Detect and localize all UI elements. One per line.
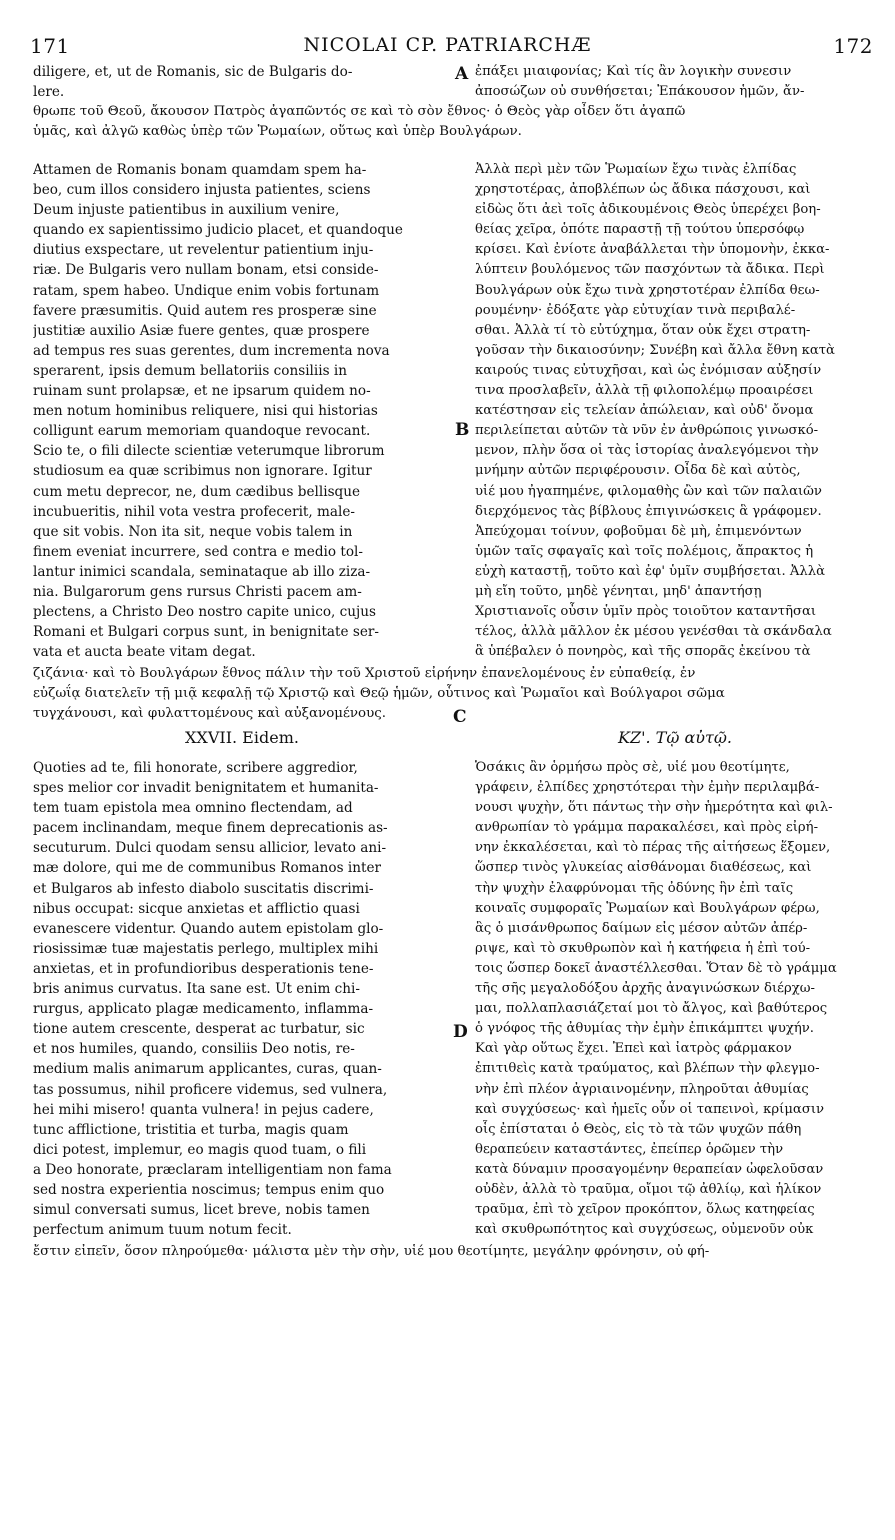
text-line: σθαι. Ἀλλὰ τί τὸ εὐτύχημα, ὅταν οὐκ ἔχει στρατη-	[475, 322, 811, 338]
text-line: νην ἐκκαλέσεται, καὶ τὸ πέρας τῆς αἰτήσεως ἕξομεν,	[475, 840, 831, 856]
text-line: finem eveniat incurrere, sed contra e medio tol-	[33, 543, 363, 560]
text-line: ὥσπερ τινὸς γλυκείας αἰσθάνομαι διαθέσεως, καὶ	[475, 860, 812, 876]
text-line: τῆς σῆς μεγαλοδόξου ἀρχῆς ἀναγινώσκων διέρχω-	[475, 981, 815, 997]
text-line: περιλείπεται αὐτῶν τὰ νῦν ἐν ἀνθρώποις γινωσκό-	[475, 423, 819, 439]
text-line: τινα προσλαβεῖν, ἀλλὰ τῇ φιλοπολέμῳ προαιρέσει	[475, 383, 814, 399]
text-line: θείας χεῖρα, ὁπότε παραστῇ τῇ τούτου ὑπερσόφῳ	[475, 222, 805, 238]
text-line: simul conversati sumus, licet breve, nobis tamen	[33, 1202, 370, 1219]
text-line: ἐπάξει μιαιφονίας; Καὶ τίς ἂν λογικὴν συνεσιν	[475, 64, 792, 79]
text-line: μαι, πολλαπλασιάζεταί μοι τὸ ἄλγος, καὶ βαθύτερος	[475, 1001, 828, 1017]
text-line: ratam, spem habeo. Undique enim vobis fortunam	[33, 282, 380, 299]
text-line: οὐδὲν, ἀλλὰ τὸ τραῦμα, οἴμοι τῷ ἀθλίῳ, καὶ ἡλίκον	[475, 1181, 822, 1197]
text-line: et Bulgaros ab infesto diabolo suscitatis discrimi-	[33, 880, 374, 897]
text-line: εὐζωΐᾳ διατελεῖν τῇ μιᾷ κεφαλῇ τῷ Χριστῷ καὶ Θεῷ ἡμῶν, οὗτινος καὶ Ῥωμαῖοι καὶ Βούλγαροι σῶμα	[33, 686, 725, 702]
text-line: μενον, πλὴν ὅσα οἱ τὰς ἱστορίας ἀναλεγόμενοι τὴν	[475, 443, 819, 459]
text-line: que sit vobis. Non ita sit, neque vobis talem in	[33, 523, 353, 540]
text-line: τυγχάνουσι, καὶ φυλαττομένους καὶ αὐξανομένους.	[33, 706, 386, 722]
text-line: ἐπιτιθεὶς κατὰ τραύματος, καὶ βλέπων τὴν φλεγμο-	[475, 1061, 820, 1077]
text-line: riosissimæ tuæ majestatis perlego, multiplex mihi	[33, 940, 379, 957]
text-line: perfectum animum tuum notum fecit.	[33, 1222, 292, 1239]
text-line: favere præsumitis. Quid autem res prosperæ sine	[33, 302, 377, 319]
text-line: quando ex sapientissimo judicio placet, et quandoque	[33, 222, 403, 239]
text-line: dici potest, implemur, eo magis quod tuam, o fili	[33, 1141, 367, 1158]
greek-full-width-top	[33, 102, 881, 142]
text-line: Βουλγάρων οὐκ ἔχω τινὰ χρηστοτέραν ἐλπίδα θεω-	[475, 282, 820, 298]
text-line: sperarent, ipsis demum bellatoriis consiliis in	[33, 362, 348, 379]
text-line: μνήμην αὐτῶν περιφέρουσιν. Οἶδα δὲ καὶ αὐτὸς,	[475, 463, 801, 479]
text-line: γράφειν, ἐλπίδες χρηστότεραι τὴν ἐμὴν περιλαμβά-	[475, 780, 820, 796]
text-line: ἀποσώζων οὐ συνθήσεται; Ἐπάκουσον ἡμῶν, ἄν-	[475, 84, 805, 100]
margin-letter-c: C	[453, 707, 467, 727]
text-line: bris animus curvatus. Ita sane est. Ut enim chi-	[33, 981, 360, 998]
text-line: Deum injuste patientibus in auxilium venire,	[33, 202, 340, 219]
latin-column-2	[33, 758, 451, 1240]
text-line: secuturum. Dulci quodam sensu allicior, levato ani-	[33, 840, 387, 857]
text-line: rurgus, applicato plagæ medicamento, inflamma-	[33, 1001, 374, 1018]
text-line: ρουμένην· ἐδόξατε γὰρ εὐτυχίαν τινὰ περιβαλέ-	[475, 302, 796, 318]
page-number-left: 171	[30, 34, 70, 58]
text-line: studiosum ea quæ scribimus non ignorare. Igitur	[33, 463, 372, 480]
text-line: ὑμᾶς, καὶ ἀλγῶ καθὼς ὑπὲρ τῶν Ῥωμαίων, οὕτως καὶ ὑπὲρ Βουλγάρων.	[33, 124, 522, 140]
text-line: tem tuam epistola mea omnino flectendam, ad	[33, 800, 353, 817]
text-line: nia. Bulgarorum gens rursus Christi pacem am-	[33, 583, 362, 600]
text-line: medium malis animarum applicantes, curas, quan-	[33, 1061, 382, 1078]
text-line: mæ dolore, qui me de communibus Romanos inter	[33, 860, 381, 877]
text-line: κοιναῖς συμφοραῖς Ῥωμαίων καὶ Βουλγάρων φέρω,	[475, 900, 820, 916]
text-line: χρηστοτέρας, ἀποβλέπων ὡς ἄδικα πάσχουσι, καὶ	[475, 182, 811, 198]
text-line: ὁ γνόφος τῆς ἀθυμίας τὴν ἐμὴν ἐπικάμπτει ψυχήν.	[475, 1021, 814, 1037]
text-line: cum metu deprecor, ne, dum cædibus bellisque	[33, 483, 361, 500]
section-title-latin: XXVII. Eidem.	[185, 728, 299, 747]
text-line: ad tempus res suas gerentes, dum incrementa nova	[33, 342, 390, 359]
text-line: Ἀπεύχομαι τοίνυν, φοβοῦμαι δὲ μὴ, ἐπιμενόντων	[475, 523, 802, 539]
text-line: κατὰ δύναμιν προσαγομένην θεραπείαν ὠφελοῦσαν	[475, 1161, 824, 1177]
greek-top-lines	[475, 62, 875, 102]
text-line: καὶ συγχύσεως· καὶ ἡμεῖς οὖν οἱ ταπεινοὶ, κρίμασιν	[475, 1101, 825, 1117]
text-line: lere.	[33, 84, 65, 101]
text-line: pacem inclinandam, meque finem deprecationis as-	[33, 820, 388, 837]
text-line: Quoties ad te, fili honorate, scribere aggredior,	[33, 760, 358, 776]
text-line: colligunt earum memoriam quandoque revocant.	[33, 423, 371, 440]
text-line: τραῦμα, ἐπὶ τὸ χεῖρον προκόπτον, ὅλως κατηφείας	[475, 1202, 815, 1218]
text-line: Romani et Bulgari corpus sunt, in benignitate ser-	[33, 624, 379, 641]
running-title: NICOLAI CP. PATRIARCHÆ	[303, 34, 592, 56]
text-line: plectens, a Christo Deo nostro capite unico, cujus	[33, 604, 376, 621]
text-line: lantur inimici scandala, seminataque ab illo ziza-	[33, 563, 371, 580]
text-line: sed nostra experientia noscimus; tempus enim quo	[33, 1181, 385, 1198]
text-line: ἔστιν εἰπεῖν, ὅσον πληρούμεθα· μάλιστα μὲν τὴν σὴν, υἱέ μου θεοτίμητε, μεγάλην φρόνησιν, οὐ φή-	[33, 1244, 710, 1259]
text-line: Attamen de Romanis bonam quamdam spem ha-	[33, 162, 367, 178]
text-line: οἷς ἐπίσταται ὁ Θεὸς, εἰς τὸ τὰ τῶν ψυχῶν πάθη	[475, 1121, 802, 1137]
text-line: nibus occupat: sicque anxietas et afflictio quasi	[33, 900, 360, 917]
text-line: diutius exspectare, ut revelentur patientium inju-	[33, 242, 374, 259]
text-line: spes melior cor invadit benignitatem et humanita-	[33, 780, 379, 797]
text-line: ὑμῶν ταῖς σφαγαῖς καὶ τοῖς πολέμοις, ἄπρακτος ἡ	[475, 543, 814, 559]
margin-letter-d: D	[453, 1022, 468, 1042]
text-line: εἰδὼς ὅτι ἀεὶ τοῖς ἀδικουμένοις Θεὸς ὑπερέχει βοη-	[475, 202, 821, 218]
text-line: τέλος, ἀλλὰ μᾶλλον ἐκ μέσου γενέσθαι τὰ σκάνδαλα	[475, 624, 832, 640]
text-line: beo, cum illos considero injusta patientes, sciens	[33, 182, 371, 199]
text-line: Scio te, o fili dilecte scientiæ veterumque librorum	[33, 443, 385, 460]
text-line: ἃ ὑπέβαλεν ὁ πονηρὸς, καὶ τῆς σπορᾶς ἐκείνου τὰ	[475, 644, 811, 660]
greek-column-1	[475, 160, 875, 662]
text-line: anxietas, et in profundioribus desperationis tene-	[33, 960, 374, 977]
text-line: Ὁσάκις ἂν ὁρμήσω πρὸς σὲ, υἱέ μου θεοτίμητε,	[475, 760, 790, 775]
latin-column-1	[33, 160, 451, 662]
text-line: ἃς ὁ μισάνθρωπος δαίμων εἰς μέσον αὐτῶν ἀπέρ-	[475, 920, 808, 936]
text-line: καὶ σκυθρωπότητος καὶ συγχύσεως, οὐμενοῦν οὐκ	[475, 1222, 814, 1238]
text-line: a Deo honorate, præclaram intelligentiam non fama	[33, 1161, 392, 1178]
text-line: evanescere videntur. Quando autem epistolam glo-	[33, 920, 384, 937]
text-line: εὐχὴ καταστῇ, τοῦτο καὶ ἐφ' ὑμῖν συμβήσεται. Ἀλλὰ	[475, 563, 825, 579]
text-line: Χριστιανοῖς οὖσιν ὑμῖν πρὸς τοιοῦτον καταντῆσαι	[475, 604, 817, 620]
text-line: τὴν ψυχὴν ἐλαφρύνομαι τῆς ὀδύνης ἣν ἐπὶ ταῖς	[475, 880, 794, 896]
text-line: tunc afflictione, tristitia et turba, magis quam	[33, 1121, 349, 1138]
text-line: tas possumus, nihil proficere videmus, sed vulnera,	[33, 1081, 388, 1098]
text-line: riæ. De Bulgaris vero nullam bonam, etsi conside-	[33, 262, 379, 279]
text-line: hei mihi misero! quanta vulnera! in pejus cadere,	[33, 1101, 374, 1118]
text-line: θεραπεύειν καταστάντες, ἐπείπερ ὁρῶμεν τὴν	[475, 1141, 784, 1157]
text-line: ανθρωπίαν τὸ γράμμα παρακαλέσει, καὶ πρὸς εἰρή-	[475, 820, 819, 836]
text-line: καιρούς τινας εὐτυχῆσαι, καὶ ὡς ἐνόμισαν αὐξησίν	[475, 362, 822, 378]
text-line: ζιζάνια· καὶ τὸ Βουλγάρων ἔθνος πάλιν τὴν τοῦ Χριστοῦ εἰρήνην ἐπανελομένους ἐν εὐπαθείᾳ, ἐν	[33, 666, 696, 681]
text-line: ριψε, καὶ τὸ σκυθρωπὸν καὶ ἡ κατήφεια ἡ ἐπὶ τού-	[475, 940, 811, 956]
text-line: Καὶ γὰρ οὕτως ἔχει. Ἐπεὶ καὶ ἰατρὸς φάρμακον	[475, 1041, 792, 1057]
greek-column-2	[475, 758, 875, 1240]
margin-letter-b: B	[455, 420, 470, 440]
text-line: ruinam sunt prolapsæ, et ne ipsarum quidem no-	[33, 383, 371, 400]
text-line: diligere, et, ut de Romanis, sic de Bulgaris do-	[33, 64, 353, 80]
text-line: νουσι ψυχὴν, ὅτι πάντως τὴν σὴν ἡμερότητα καὶ φιλ-	[475, 800, 833, 816]
text-line: et nos humiles, quando, consiliis Deo notis, re-	[33, 1041, 355, 1058]
latin-top-lines	[33, 62, 451, 102]
text-line: vata et aucta beate vitam degat.	[33, 644, 256, 661]
text-line: men notum hominibus reliquere, nisi qui historias	[33, 403, 378, 420]
text-line: Ἀλλὰ περὶ μὲν τῶν Ῥωμαίων ἔχω τινὰς ἐλπίδας	[475, 162, 797, 177]
text-line: γοῦσαν τὴν δικαιοσύνην; Συνέβη καὶ ἄλλα ἔθνη κατὰ	[475, 342, 835, 358]
text-line: κατέστησαν εἰς τελείαν ἀπώλειαν, καὶ οὐδ' ὄνομα	[475, 403, 814, 419]
text-line: μὴ εἴη τοῦτο, μηδὲ γένηται, μηδ' ἀπαντήσῃ	[475, 583, 762, 599]
margin-letter-a: A	[455, 64, 469, 84]
text-line: λύπτειν βουλόμενος τῶν πασχόντων τὰ ἄδικα. Περὶ	[475, 262, 825, 278]
text-line: διερχόμενος τὰς βίβλους ἐπιγινώσκεις ἃ γράφομεν.	[475, 503, 822, 519]
text-line: tione autem crescente, desperat ac turbatur, sic	[33, 1021, 365, 1038]
page-number-right: 172	[833, 34, 873, 58]
text-line: incubueritis, nihil vota vestra profecerit, male-	[33, 503, 356, 520]
greek-full-width-bottom	[33, 1242, 881, 1262]
text-line: υἱέ μου ἠγαπημένε, φιλομαθὴς ὢν καὶ τῶν παλαιῶν	[475, 483, 822, 499]
text-line: justitiæ auxilio Asiæ fuere gentes, quæ prospere	[33, 322, 370, 339]
text-line: νὴν ἐπὶ πλέον ἀγριαινομένην, πληροῦται ἀθυμίας	[475, 1081, 809, 1097]
text-line: τοις ὥσπερ δοκεῖ ἀναστέλλεσθαι. Ὅταν δὲ τὸ γράμμα	[475, 960, 837, 976]
text-line: κρίσει. Καὶ ἐνίοτε ἀναβάλλεται τὴν ὑπομονὴν, ἐκκα-	[475, 242, 830, 258]
section-title-greek: ΚΖ'. Τῷ αὐτῷ.	[618, 728, 732, 747]
text-line: θρωπε τοῦ Θεοῦ, ἄκουσον Πατρὸς ἀγαπῶντός σε καὶ τὸ σὸν ἔθνος· ὁ Θεὸς γὰρ οἶδεν ὅτι ἀγαπῶ	[33, 104, 686, 119]
